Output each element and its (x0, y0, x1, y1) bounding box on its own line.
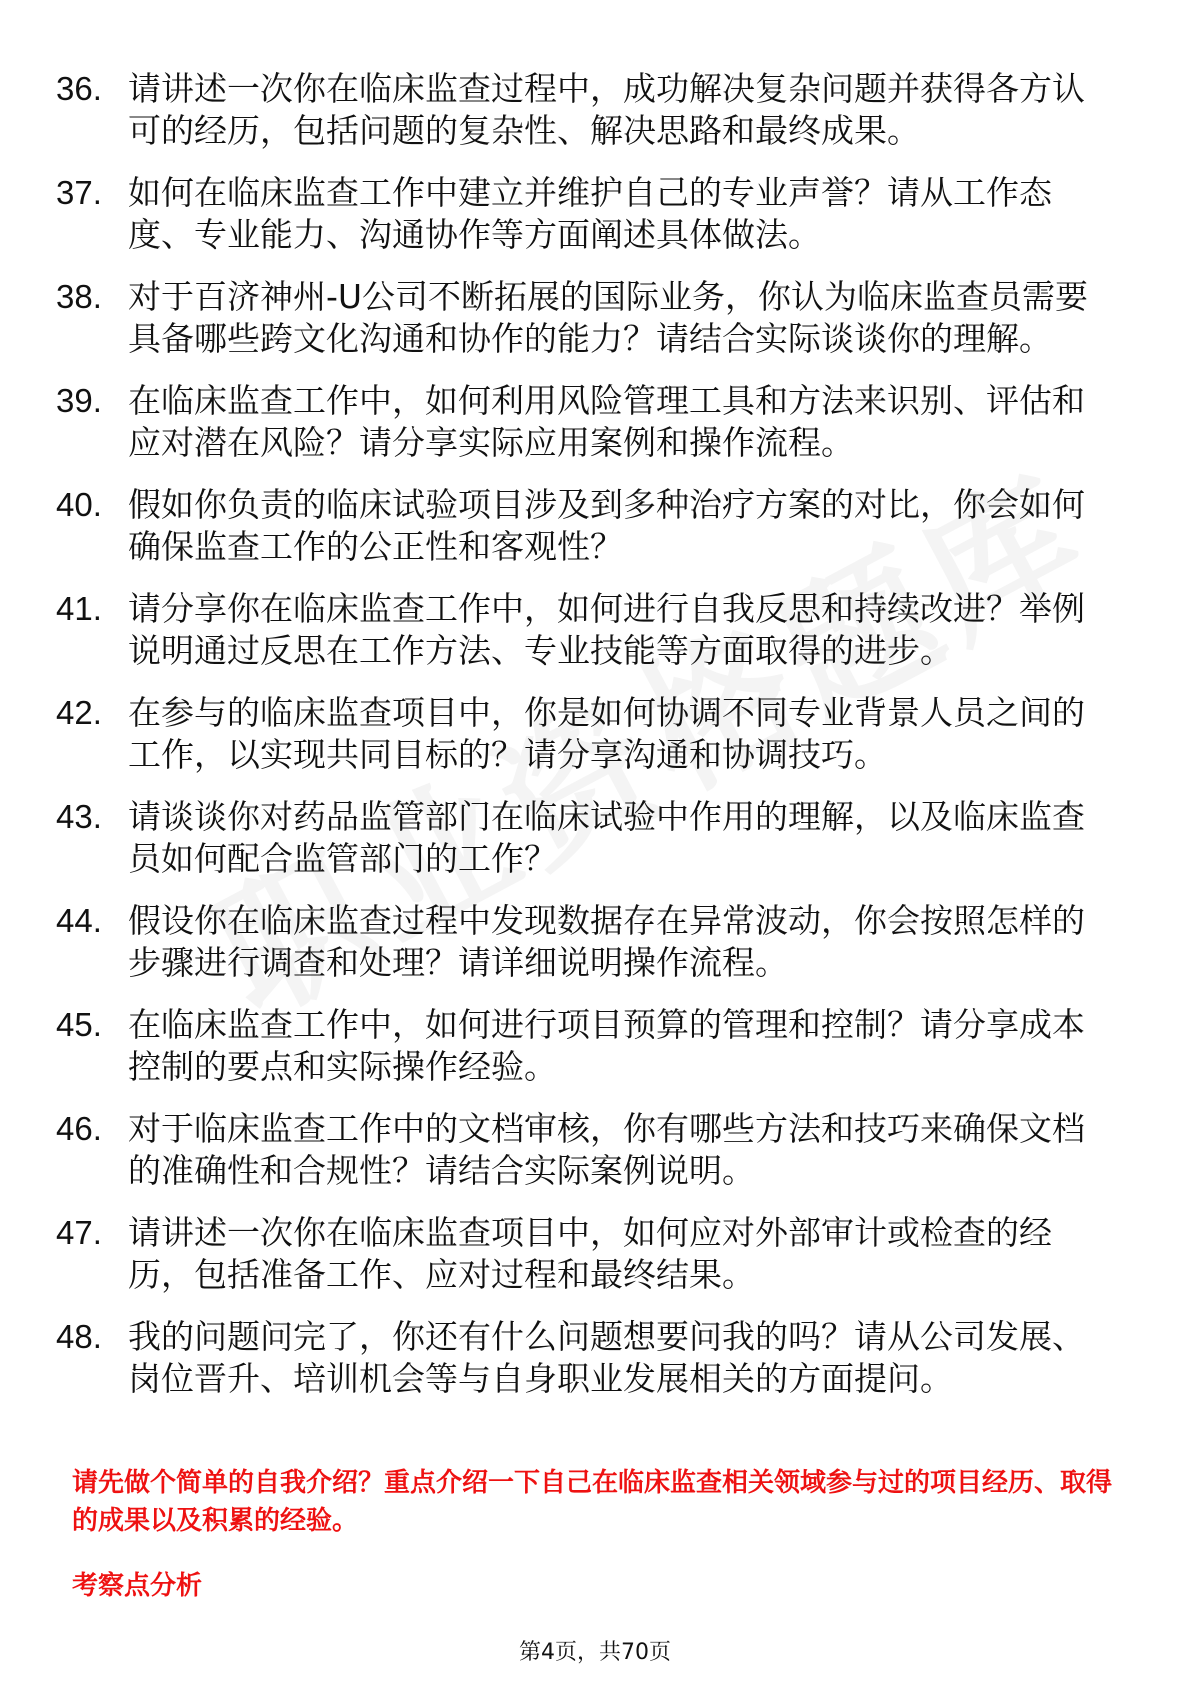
question-number: 36. (56, 70, 102, 107)
question-text: 在参与的临床监查项目中，你是如何协调不同专业背景人员之间的工作，以实现共同目标的？请分享沟通和协调技巧。 (128, 693, 1085, 774)
question-item-42 (56, 692, 1112, 776)
question-text: 请讲述一次你在临床监查过程中，成功解决复杂问题并获得各方认可的经历，包括问题的复杂性、解决思路和最终成果。 (128, 69, 1085, 150)
highlight-question: 请先做个简单的自我介绍？重点介绍一下自己在临床监查相关领域参与过的项目经历、取得的成果以及积累的经验。 (72, 1468, 1113, 1536)
question-item-47 (56, 1212, 1112, 1296)
question-item-37 (56, 172, 1112, 256)
question-list (56, 68, 1112, 1420)
question-number: 39. (56, 382, 102, 419)
section-heading: 考察点分析 (72, 1571, 203, 1601)
question-number: 43. (56, 798, 102, 835)
page-number: 第4页，共70页 (519, 1640, 671, 1665)
question-text: 请讲述一次你在临床监查项目中，如何应对外部审计或检查的经历，包括准备工作、应对过程和最终结果。 (128, 1213, 1052, 1294)
question-item-38 (56, 276, 1112, 360)
question-text: 请谈谈你对药品监管部门在临床试验中作用的理解，以及临床监查员如何配合监管部门的工作？ (128, 797, 1085, 878)
question-text: 我的问题问完了，你还有什么问题想要问我的吗？请从公司发展、岗位晋升、培训机会等与自身职业发展相关的方面提问。 (128, 1317, 1085, 1398)
question-item-44 (56, 900, 1112, 984)
question-number: 44. (56, 902, 102, 939)
question-number: 46. (56, 1110, 102, 1147)
question-number: 40. (56, 486, 102, 523)
question-number: 48. (56, 1318, 102, 1355)
question-item-40 (56, 484, 1112, 568)
question-number: 37. (56, 174, 102, 211)
question-text: 在临床监查工作中，如何利用风险管理工具和方法来识别、评估和应对潜在风险？请分享实际应用案例和操作流程。 (128, 381, 1085, 462)
question-item-45 (56, 1004, 1112, 1088)
question-item-43 (56, 796, 1112, 880)
question-number: 41. (56, 590, 102, 627)
question-text: 对于临床监查工作中的文档审核，你有哪些方法和技巧来确保文档的准确性和合规性？请结合实际案例说明。 (128, 1109, 1085, 1190)
question-text: 假设你在临床监查过程中发现数据存在异常波动，你会按照怎样的步骤进行调查和处理？请详细说明操作流程。 (128, 901, 1085, 982)
question-text: 假如你负责的临床试验项目涉及到多种治疗方案的对比，你会如何确保监查工作的公正性和客观性？ (128, 485, 1085, 566)
question-number: 47. (56, 1214, 102, 1251)
question-text: 请分享你在临床监查工作中，如何进行自我反思和持续改进？举例说明通过反思在工作方法、专业技能等方面取得的进步。 (128, 589, 1085, 670)
question-number: 38. (56, 278, 102, 315)
question-text: 对于百济神州-U公司不断拓展的国际业务，你认为临床监查员需要具备哪些跨文化沟通和协作的能力？请结合实际谈谈你的理解。 (128, 277, 1089, 358)
question-text: 在临床监查工作中，如何进行项目预算的管理和控制？请分享成本控制的要点和实际操作经验。 (128, 1005, 1085, 1086)
question-item-39 (56, 380, 1112, 464)
question-text: 如何在临床监查工作中建立并维护自己的专业声誉？请从工作态度、专业能力、沟通协作等方面阐述具体做法。 (128, 173, 1052, 254)
question-item-41 (56, 588, 1112, 672)
question-item-36 (56, 68, 1112, 152)
question-item-48 (56, 1316, 1112, 1400)
question-number: 45. (56, 1006, 102, 1043)
question-item-46 (56, 1108, 1112, 1192)
question-number: 42. (56, 694, 102, 731)
